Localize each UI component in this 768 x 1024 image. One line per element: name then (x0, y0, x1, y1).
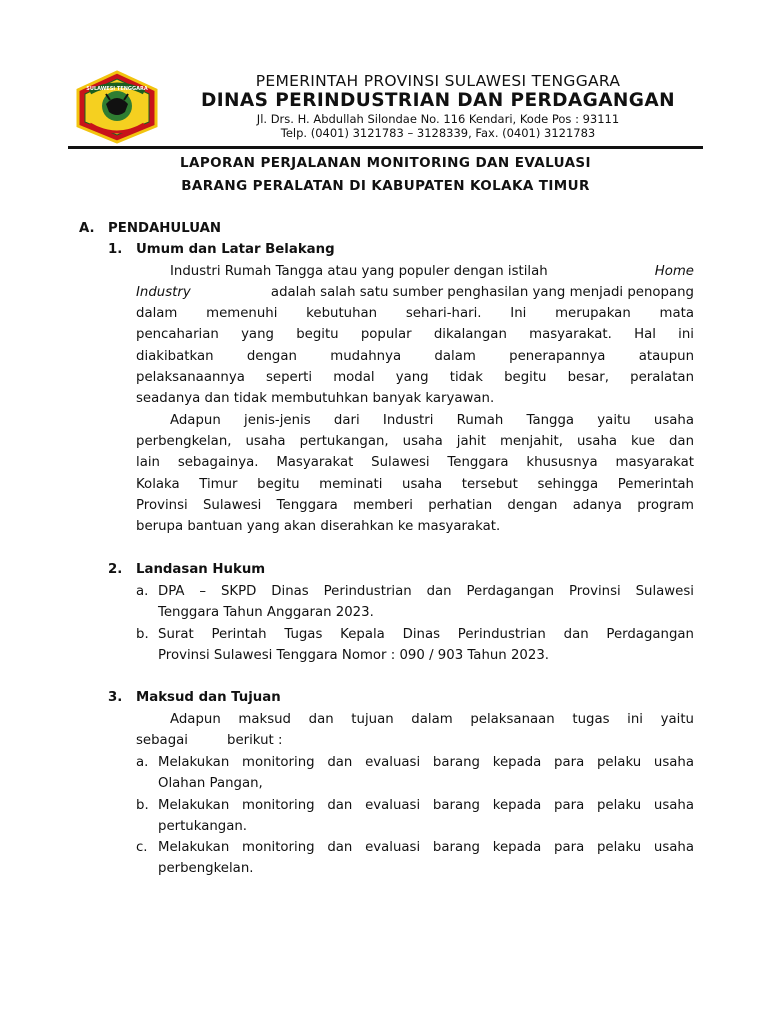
para1-line6: pelaksanaannya seperti modal yang tidak begitu besar, peralatan (136, 370, 694, 385)
sub2-b-line1: Surat Perintah Tugas Kepala Dinas Perindustrian dan Perdagangan (158, 627, 694, 642)
sub3-number: 3. (108, 690, 123, 705)
para2-line6: berupa bantuan yang akan diserahkan ke masyarakat. (136, 519, 501, 534)
para1-line3: dalam memenuhi kebutuhan sehari-hari. Ini merupakan mata (136, 306, 694, 321)
sub3-a-line2: Olahan Pangan, (158, 776, 263, 791)
para1-line1 (170, 261, 694, 282)
letterhead-divider (68, 146, 703, 149)
sub3-a-marker: a. (136, 755, 149, 770)
sub2-a-line2: Tenggara Tahun Anggaran 2023. (158, 605, 374, 620)
section-a-marker: A. (79, 221, 95, 236)
para2-line1: Adapun jenis-jenis dari Industri Rumah Tangga yaitu usaha (170, 413, 694, 428)
para2-line3: lain sebagainya. Masyarakat Sulawesi Tenggara khususnya masyarakat (136, 455, 694, 470)
sub2-b-line2: Provinsi Sulawesi Tenggara Nomor : 090 / 903 Tahun 2023. (158, 648, 550, 663)
sub2-number: 2. (108, 562, 123, 577)
emblem-text: SULAWESI TENGGARA (86, 86, 148, 92)
sub3-c-line2: perbengkelan. (158, 861, 254, 876)
para1-line2 (136, 282, 694, 303)
phone-line: Telp. (0401) 3121783 – 3128339, Fax. (0401) 3121783 (280, 126, 596, 140)
para2-line2: perbengkelan, usaha pertukangan, usaha jahit menjahit, usaha kue dan (136, 434, 694, 449)
para2-line4: Kolaka Timur begitu meminati usaha tersebut sehingga Pemerintah (136, 477, 694, 492)
sub3-a-line1: Melakukan monitoring dan evaluasi barang kepada para pelaku usaha (158, 755, 694, 770)
sub3-intro-berikut: berikut : (227, 733, 283, 748)
sub2-heading: Landasan Hukum (136, 562, 266, 577)
sub3-b-line1: Melakukan monitoring dan evaluasi barang kepada para pelaku usaha (158, 798, 694, 813)
section-a-heading: PENDAHULUAN (108, 221, 222, 236)
sub1-heading: Umum dan Latar Belakang (136, 242, 335, 257)
address-line: Jl. Drs. H. Abdullah Silondae No. 116 Kendari, Kode Pos : 93111 (256, 112, 620, 126)
para1-italic-home: Home (654, 264, 694, 279)
para1-line2-text: adalah salah satu sumber penghasilan yang menjadi penopang (270, 285, 694, 300)
sub3-b-line2: pertukangan. (158, 819, 248, 834)
government-emblem-icon (76, 70, 158, 144)
sub2-a-line1: DPA – SKPD Dinas Perindustrian dan Perdagangan Provinsi Sulawesi (158, 584, 694, 599)
para1-line1-text: Industri Rumah Tangga atau yang populer dengan istilah (170, 264, 548, 279)
sub2-b-marker: b. (136, 627, 149, 642)
department-name: DINAS PERINDUSTRIAN DAN PERDAGANGAN (201, 90, 675, 111)
para1-line5: diakibatkan dengan mudahnya dalam penerapannya ataupun (136, 349, 694, 364)
report-title-line2: BARANG PERALATAN DI KABUPATEN KOLAKA TIMUR (181, 178, 590, 194)
sub3-heading: Maksud dan Tujuan (136, 690, 281, 705)
government-line: PEMERINTAH PROVINSI SULAWESI TENGGARA (255, 72, 621, 90)
sub3-b-marker: b. (136, 798, 149, 813)
sub1-number: 1. (108, 242, 123, 257)
para1-italic-industry: Industry (136, 285, 191, 300)
sub3-intro-line1: Adapun maksud dan tujuan dalam pelaksanaan tugas ini yaitu (170, 712, 694, 727)
para1-line7: seadanya dan tidak membutuhkan banyak karyawan. (136, 391, 495, 406)
sub2-a-marker: a. (136, 584, 149, 599)
para2-line5: Provinsi Sulawesi Tenggara memberi perhatian dengan adanya program (136, 498, 694, 513)
report-title-line1: LAPORAN PERJALANAN MONITORING DAN EVALUASI (180, 155, 591, 171)
sub3-intro-sebagai: sebagai (136, 733, 188, 748)
para1-line4: pencaharian yang begitu popular dikalangan masyarakat. Hal ini (136, 327, 694, 342)
sub3-c-line1: Melakukan monitoring dan evaluasi barang kepada para pelaku usaha (158, 840, 694, 855)
sub3-c-marker: c. (136, 840, 148, 855)
